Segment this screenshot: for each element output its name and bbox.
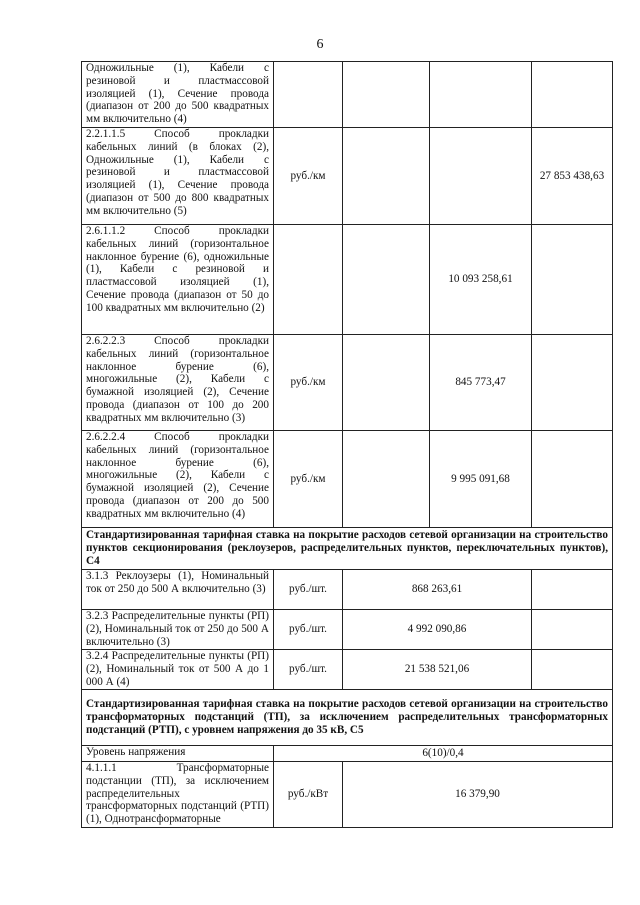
table-row	[82, 570, 613, 610]
row-value: 16 379,90	[343, 762, 613, 828]
table-row	[82, 431, 613, 528]
row-c5	[532, 650, 613, 690]
table-row	[82, 225, 613, 335]
row-unit: руб./кВт	[274, 762, 343, 828]
row-description: 2.2.1.1.5 Способ прокладки кабельных линий (в блоках (2), Одножильные (1), Кабели с резиновой и пластмассовой изоляцией (1), Сечение провода (диапазон от 500 до 800 квадратных мм включительно (5)	[82, 128, 274, 225]
row-c3	[343, 431, 430, 528]
tariff-table	[81, 61, 613, 828]
row-c5	[532, 225, 613, 335]
row-unit: руб./км	[274, 128, 343, 225]
row-description: 4.1.1.1 Трансформаторные подстанции (ТП), за исключением распределительных трансформаторных подстанций (РТП) (1), Однотрансформаторные	[82, 762, 274, 828]
voltage-value: 6(10)/0,4	[274, 746, 613, 762]
row-c4	[430, 128, 532, 225]
row-unit: руб./шт.	[274, 610, 343, 650]
row-c3	[343, 62, 430, 128]
row-unit: руб./км	[274, 431, 343, 528]
row-unit: руб./шт.	[274, 650, 343, 690]
row-c5	[532, 610, 613, 650]
voltage-label: Уровень напряжения	[82, 746, 274, 762]
row-unit: руб./км	[274, 335, 343, 431]
row-c4	[430, 62, 532, 128]
row-unit: руб./шт.	[274, 570, 343, 610]
row-unit	[274, 62, 343, 128]
row-c4: 845 773,47	[430, 335, 532, 431]
row-c5	[532, 431, 613, 528]
section-header-c5	[82, 690, 613, 746]
table-row	[82, 62, 613, 128]
table-row	[82, 335, 613, 431]
table-row	[82, 128, 613, 225]
row-description: Одножильные (1), Кабели с резиновой и пластмассовой изоляцией (1), Сечение провода (диапазон от 200 до 500 квадратных мм включительно (4)	[82, 62, 274, 128]
row-c5	[532, 62, 613, 128]
row-c3	[343, 335, 430, 431]
row-c4: 10 093 258,61	[430, 225, 532, 335]
row-value: 868 263,61	[343, 570, 532, 610]
row-description: 2.6.1.1.2 Способ прокладки кабельных линий (горизонтальное наклонное бурение (6), одножильные (1), Кабели с резиновой и пластмассовой изоляцией (1), Сечение провода (диапазон от 50 до 100 квадратных мм включительно (2)	[82, 225, 274, 335]
row-c3	[343, 128, 430, 225]
row-c3	[343, 225, 430, 335]
row-description: 3.2.3 Распределительные пункты (РП) (2), Номинальный ток от 250 до 500 А включительно (3)	[82, 610, 274, 650]
section-header-c4	[82, 528, 613, 570]
row-description: 3.1.3 Реклоузеры (1), Номинальный ток от 250 до 500 А включительно (3)	[82, 570, 274, 610]
row-value: 21 538 521,06	[343, 650, 532, 690]
table-row	[82, 762, 613, 828]
section-title-c5: Стандартизированная тарифная ставка на покрытие расходов сетевой организации на строительство трансформаторных подстанций (ТП), за исключением распределительных трансформаторных подстанций (РТП), с уровнем напряжения до 35 кВ, С5	[82, 690, 613, 746]
page-number: 6	[316, 37, 324, 52]
section-title-c4: Стандартизированная тарифная ставка на покрытие расходов сетевой организации на строительство пунктов секционирования (реклоузеров, распределительных пунктов, переключательных пунктов), С4	[82, 528, 613, 570]
row-c5	[532, 335, 613, 431]
row-description: 2.6.2.2.4 Способ прокладки кабельных линий (горизонтальное наклонное бурение (6), многожильные (2), Кабели с бумажной изоляцией (2), Сечение провода (диапазон от 200 до 500 квадратных мм включительно (4)	[82, 431, 274, 528]
row-c5	[532, 570, 613, 610]
row-description: 3.2.4 Распределительные пункты (РП) (2), Номинальный ток от 500 А до 1 000 А (4)	[82, 650, 274, 690]
voltage-row	[82, 746, 613, 762]
row-description: 2.6.2.2.3 Способ прокладки кабельных линий (горизонтальное наклонное бурение (6), многожильные (2), Кабели с бумажной изоляцией (2), Сечение провода (диапазон от 100 до 200 квадратных мм включительно (3)	[82, 335, 274, 431]
row-c4: 9 995 091,68	[430, 431, 532, 528]
row-c5: 27 853 438,63	[532, 128, 613, 225]
table-row	[82, 650, 613, 690]
row-unit	[274, 225, 343, 335]
row-value: 4 992 090,86	[343, 610, 532, 650]
table-row	[82, 610, 613, 650]
